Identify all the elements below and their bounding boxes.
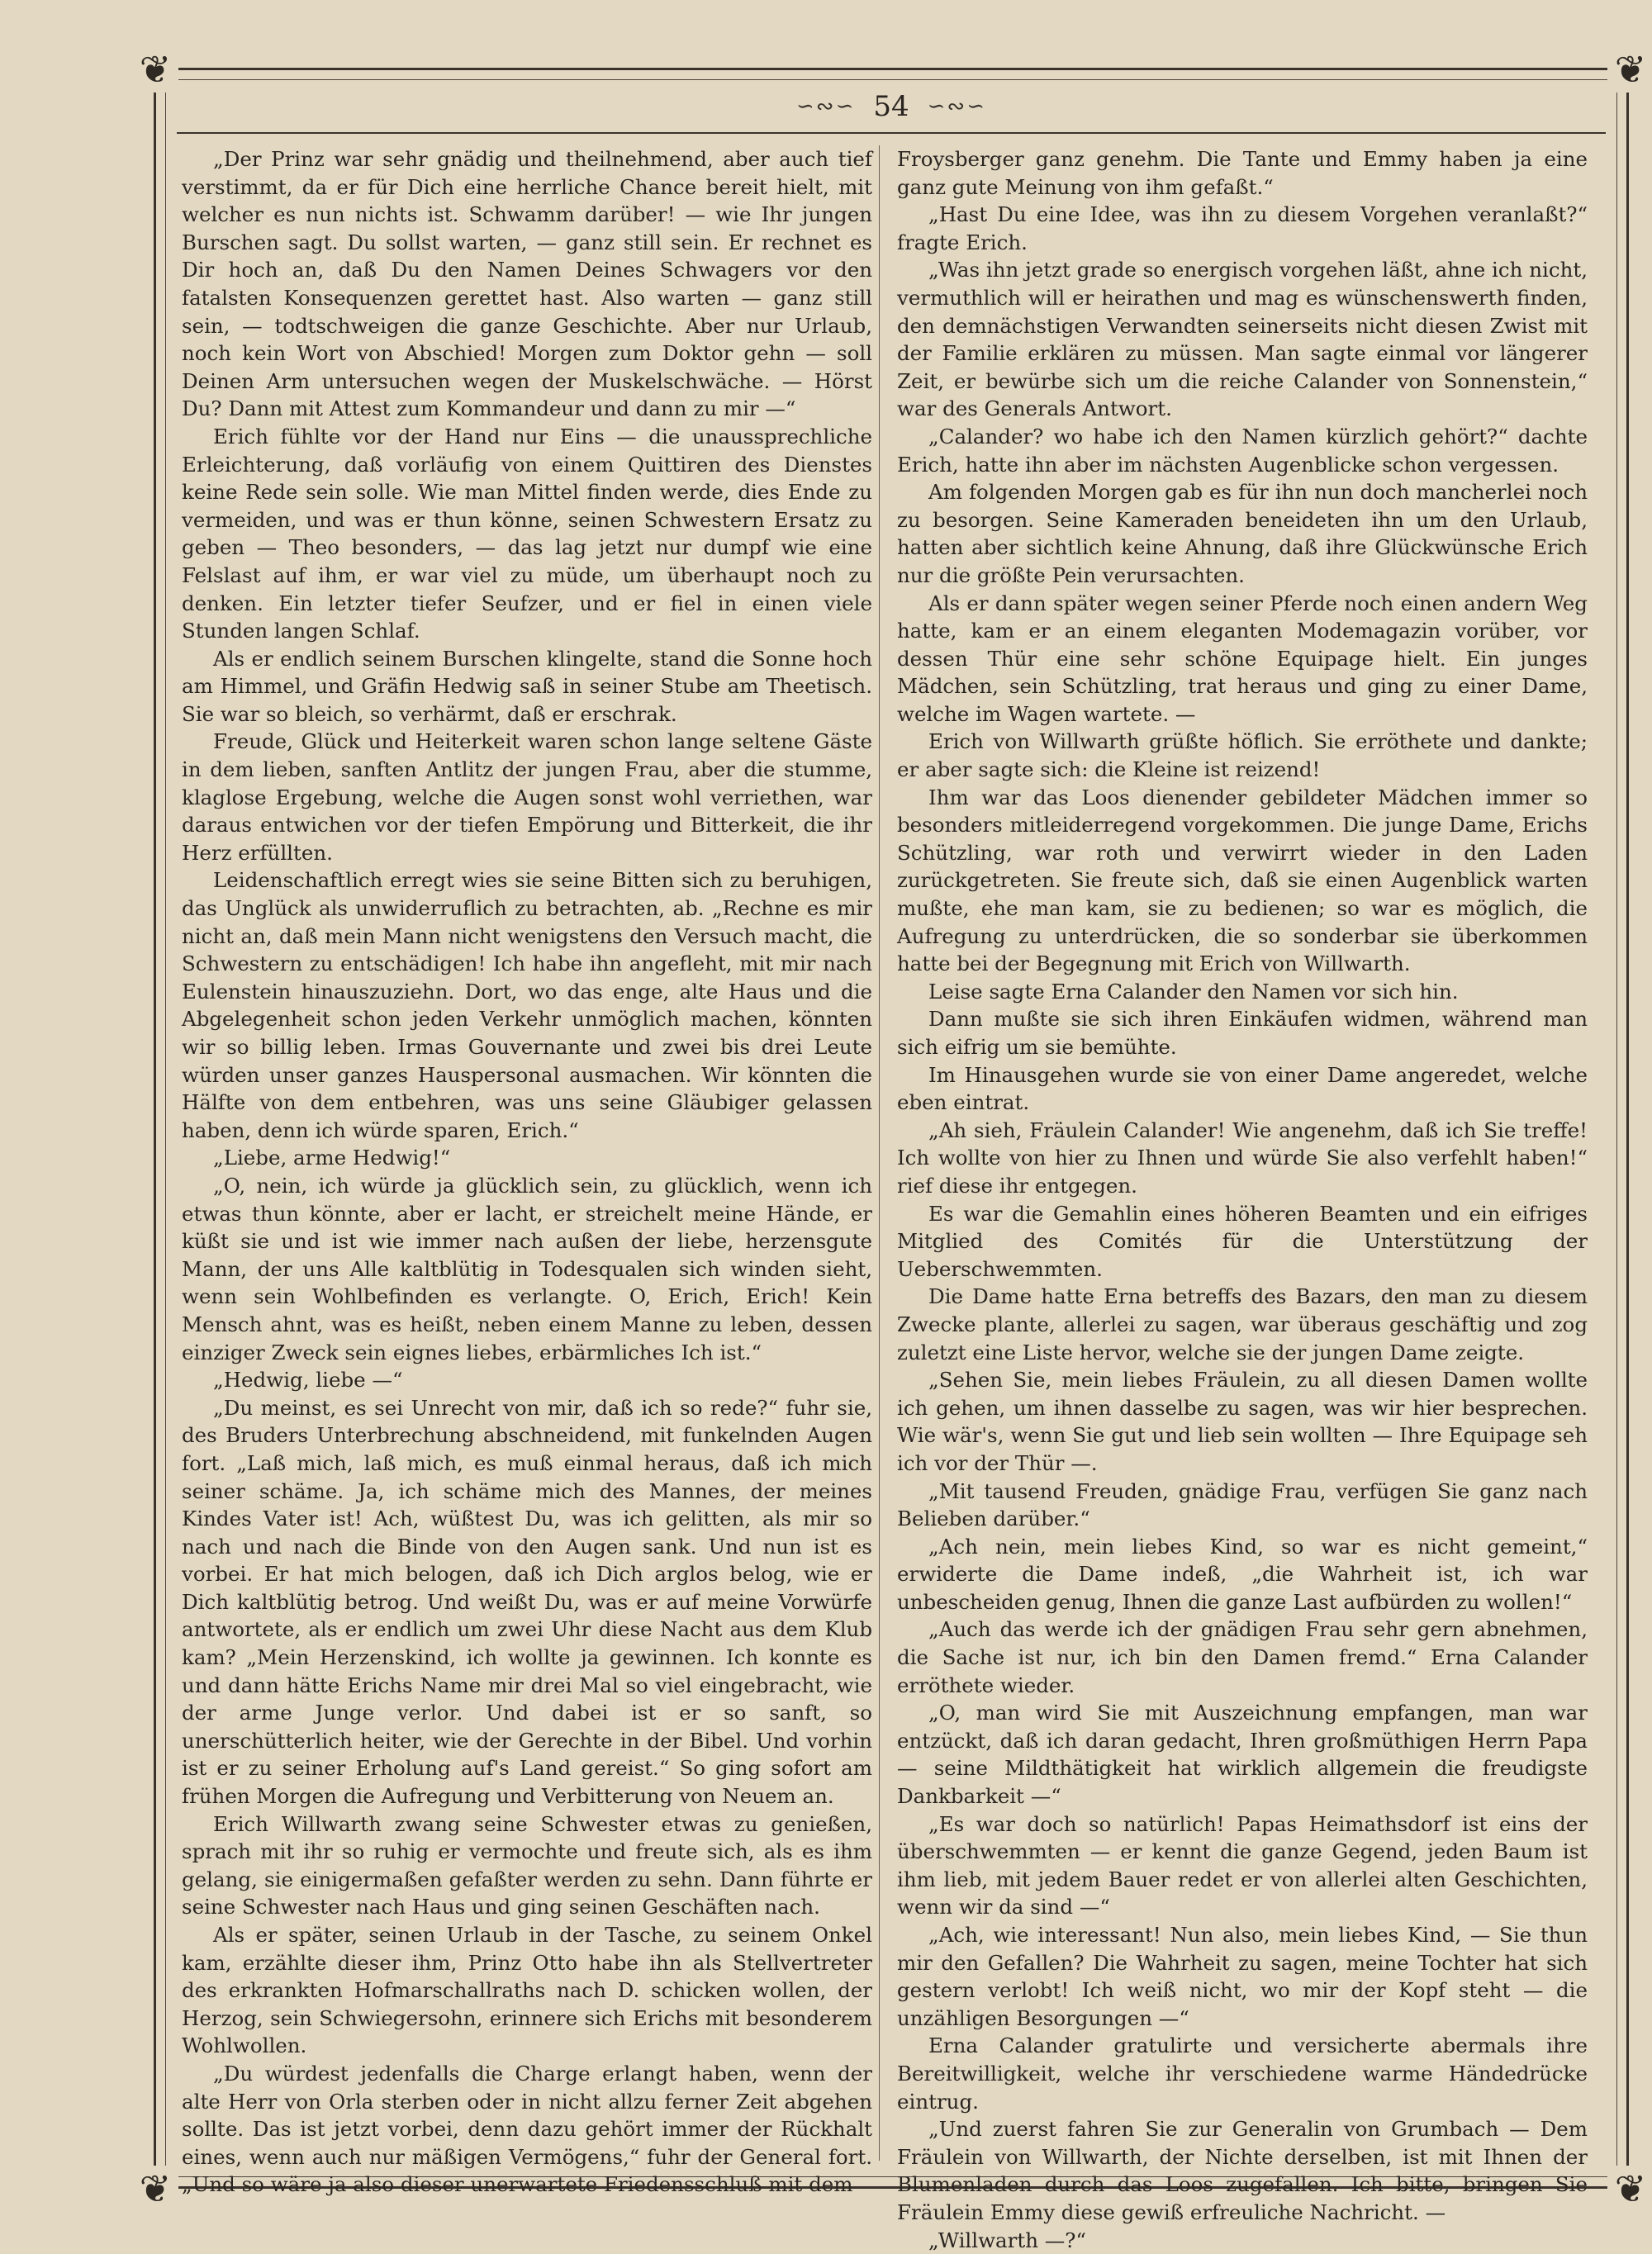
paragraph: Dann mußte sie sich ihren Einkäufen widmen, während man sich eifrig um sie bemühte. [897,1007,1588,1059]
paragraph: „Ah sieh, Fräulein Calander! Wie angenehm, daß ich Sie treffe! Ich wollte von hier zu Ihnen und würde Sie also verfehlt haben!“ rief diese ihr entgegen. [897,1118,1588,1198]
paragraph: „Du würdest jedenfalls die Charge erlangt haben, wenn der alte Herr von Orla sterben oder in nicht allzu ferner Zeit abgehen sollte. Das ist jetzt vorbei, denn dazu gehört immer der Rückhalt eines, wenn auch nur mäßigen Vermögens,“ fuhr der General fort. „Und so wäre ja also dieser unerwartete Friedensschluß mit dem [182,2061,872,2197]
paragraph: „Willwarth —?“ [928,2228,1086,2252]
paragraph: „Du meinst, es sei Unrecht von mir, daß ich so rede?“ fuhr sie, des Bruders Unterbrechung abschneidend, mit funkelnden Augen fort. „Laß mich, laß mich, es muß einmal heraus, daß ich mich seiner schäme. Ja, ich schäme mich des Mannes, der meines Kindes Vater ist! Ach, wüßtest Du, was ich gelitten, als mir so nach und nach die Binde von den Augen sank. Und nun ist es vorbei. Er hat mich belogen, daß ich Dich arglos belog, wie er Dich kaltblütig betrog. Und weißt Du, was er auf meine Vorwürfe antwortete, als er endlich um zwei Uhr diese Nacht aus dem Klub kam? „Mein Herzenskind, ich wollte ja gewinnen. Ich konnte es und dann hätte Erichs Name mir drei Mal so viel eingebracht, wie der arme Junge verlor. Und dabei ist er so sanft, so unerschütterlich heiter, wie der Gerechte in der Bibel. Und vorhin ist er zu seiner Erholung auf's Land gereist.“ So ging sofort am frühen Morgen die Aufregung und Verbitterung von Neuem an. [182,1395,872,1809]
paragraph: Leidenschaftlich erregt wies sie seine Bitten sich zu beruhigen, das Unglück als unwiderruflich zu betrachten, ab. „Rechne es mir nicht an, daß mein Mann nicht wenigstens den Versuch macht, die Schwestern zu entschädigen! Ich habe ihn angefleht, mit mir nach Eulenstein hinauszuziehn. Dort, wo das enge, alte Haus und die Abgelegenheit schon jeden Verkehr unmöglich machen, könnten wir so billig leben. Irmas Gouvernante und zwei bis drei Leute würden unser ganzes Hauspersonal ausmachen. Wir könnten die Hälfte von dem entbehren, was uns seine Gläubiger gelassen haben, denn ich würde sparen, Erich.“ [182,868,872,1142]
paragraph: „O, nein, ich würde ja glücklich sein, zu glücklich, wenn ich etwas thun könnte, aber er lacht, er streichelt meine Hände, er küßt sie und ist wie immer nach außen der liebe, herzensgute Mann, der uns Alle kaltblütig in Todesqualen sich winden sieht, wenn sein Wohlbefinden es verlangte. O, Erich, Erich! Kein Mensch ahnt, was es heißt, neben einem Manne zu leben, dessen einziger Zweck sein eignes liebes, erbärmliches Ich ist.“ [182,1173,872,1364]
corner-ornament-icon: ❦ [1607,2166,1652,2212]
paragraph: Es war die Gemahlin eines höheren Beamten und ein eifriges Mitglied des Comités für die Unterstützung der Ueberschwemmten. [897,1201,1588,1281]
paragraph: Froysberger ganz genehm. Die Tante und Emmy haben ja eine ganz gute Meinung von ihm gefaßt.“ [897,147,1588,199]
column-divider [879,145,880,2161]
page-header [165,86,1617,127]
swirl-ornament-icon: ∽∾∽ [927,94,986,119]
paragraph: Erna Calander gratulirte und versicherte abermals ihre Bereitwilligkeit, welche ihr verschiedene warme Händedrücke eintrug. [897,2033,1588,2114]
paragraph: „Calander? wo habe ich den Namen kürzlich gehört?“ dachte Erich, hatte ihn aber im nächsten Augenblicke schon vergessen. [897,424,1588,477]
paragraph: „Ach, wie interessant! Nun also, mein liebes Kind, — Sie thun mir den Gefallen? Die Wahrheit zu sagen, meine Tochter hat sich gestern verlobt! Ich weiß nicht, wo mir der Kopf steht — die unzähligen Besorgungen —“ [897,1923,1588,2030]
paragraph: „Der Prinz war sehr gnädig und theilnehmend, aber auch tief verstimmt, da er für Dich eine herrliche Chance bereit hielt, mit welcher es nun nichts ist. Schwamm darüber! — wie Ihr jungen Burschen sagt. Du sollst warten, — ganz still sein. Er rechnet es Dir hoch an, daß Du den Namen Deines Schwagers vor den fatalsten Konsequenzen gerettet hast. Also warten — ganz still sein, — todtschweigen die ganze Geschichte. Aber nur Urlaub, noch kein Wort von Abschied! Morgen zum Doktor gehn — soll Deinen Arm untersuchen wegen der Muskelschwäche. — Hörst Du? Dann mit Attest zum Kommandeur und dann zu mir —“ [182,147,872,421]
text-column-right [897,145,1588,2254]
text-column-left [182,145,872,2199]
paragraph: „Mit tausend Freuden, gnädige Frau, verfügen Sie ganz nach Belieben darüber.“ [897,1478,1588,1531]
paragraph: Erich von Willwarth grüßte höflich. Sie erröthete und dankte; er aber sagte sich: die Kleine ist reizend! [897,729,1588,782]
paragraph: „Es war doch so natürlich! Papas Heimathsdorf ist eins der überschwemmten — er kennt die ganze Gegend, jeden Baum ist ihm lieb, mit jedem Bauer redet er von allerlei alten Geschichten, wenn wir da sind —“ [897,1811,1588,1919]
paragraph: Leise sagte Erna Calander den Namen vor sich hin. [928,979,1459,1004]
paragraph: Als er endlich seinem Burschen klingelte, stand die Sonne hoch am Himmel, und Gräfin Hedwig saß in seiner Stube am Theetisch. Sie war so bleich, so verhärmt, daß er erschrak. [182,646,872,726]
paragraph: Ihm war das Loos dienender gebildeter Mädchen immer so besonders mitleiderregend vorgekommen. Die junge Dame, Erichs Schützling, war roth und verwirrt wieder in den Laden zurückgetreten. Sie freute sich, daß sie einen Augenblick warten mußte, ehe man kam, sie zu bedienen; so war es möglich, die Aufregung zu unterdrücken, die so sonderbar sie überkommen hatte bei der Begegnung mit Erich von Willwarth. [897,785,1588,976]
corner-ornament-icon: ❦ [132,2166,178,2212]
paragraph: „Was ihn jetzt grade so energisch vorgehen läßt, ahne ich nicht, vermuthlich will er heirathen und mag es wünschenswerth finden, den demnächstigen Verwandten seinerseits nicht diesen Zwist mit der Familie erklären zu müssen. Man sagte einmal vor längerer Zeit, er bewürbe sich um die reiche Calander von Sonnenstein,“ war des Generals Antwort. [897,258,1588,421]
swirl-ornament-icon: ∽∾∽ [796,94,856,119]
paragraph: Als er dann später wegen seiner Pferde noch einen andern Weg hatte, kam er an einem eleganten Modemagazin vorüber, vor dessen Thür eine sehr schöne Equipage hielt. Ein junges Mädchen, sein Schützling, trat heraus und ging zu einer Dame, welche im Wagen wartete. — [897,591,1588,726]
paragraph: Erich fühlte vor der Hand nur Eins — die unaussprechliche Erleichterung, daß vorläufig von einem Quittiren des Dienstes keine Rede sein solle. Wie man Mittel finden werde, dies Ende zu vermeiden, und was er thun könne, seinen Schwestern Ersatz zu geben — Theo besonders, — das lag jetzt nur dumpf wie eine Felslast auf ihm, er war viel zu müde, um überhaupt noch zu denken. Ein letzter tiefer Seufzer, und er fiel in einen viele Stunden langen Schlaf. [182,424,872,643]
paragraph: „O, man wird Sie mit Auszeichnung empfangen, man war entzückt, daß ich daran gedacht, Ihren großmüthigen Herrn Papa — seine Mildthätigkeit hat wirklich allgemein die freudigste Dankbarkeit —“ [897,1701,1588,1809]
paragraph: „Hedwig, liebe —“ [213,1368,403,1393]
corner-ornament-icon: ❦ [1607,46,1652,93]
paragraph: Die Dame hatte Erna betreffs des Bazars, den man zu diesem Zwecke plante, allerlei zu sagen, war überaus geschäftig und zog zuletzt eine Liste hervor, welche sie der jungen Dame zeigte. [897,1284,1588,1364]
paragraph: „Sehen Sie, mein liebes Fräulein, zu all diesen Damen wollte ich gehen, um ihnen dasselbe zu sagen, was wir hier besprechen. Wie wär's, wenn Sie gut und lieb sein wollten — Ihre Equipage seh ich vor der Thür —. [897,1368,1588,1475]
paragraph: Im Hinausgehen wurde sie von einer Dame angeredet, welche eben eintrat. [897,1062,1588,1115]
page-number: 54 [873,90,909,123]
paragraph: Am folgenden Morgen gab es für ihn nun doch mancherlei noch zu besorgen. Seine Kameraden beneideten ihn um den Urlaub, hatten aber sichtlich keine Ahnung, daß ihre Glückwünsche Erich nur die größte Pein verursachten. [897,480,1588,587]
header-rule [177,132,1606,134]
paragraph: Freude, Glück und Heiterkeit waren schon lange seltene Gäste in dem lieben, sanften Antlitz der jungen Frau, aber die stumme, klaglose Ergebung, welche die Augen sonst wohl verriethen, war daraus entwichen vor der tiefen Empörung und Bitterkeit, die ihr Herz erfüllten. [182,729,872,865]
paragraph: „Und zuerst fahren Sie zur Generalin von Grumbach — Dem Fräulein von Willwarth, der Nichte derselben, ist mit Ihnen der Blumenladen durch das Loos zugefallen. Ich bitte, bringen Sie Fräulein Emmy diese gewiß erfreuliche Nachricht. — [897,2117,1588,2224]
paragraph: Erich Willwarth zwang seine Schwester etwas zu genießen, sprach mit ihr so ruhig er vermochte und freute sich, als es ihm gelang, sie einigermaßen gefaßter werden zu sehn. Dann führte er seine Schwester nach Haus und ging seinen Geschäften nach. [182,1811,872,1919]
paragraph: „Ach nein, mein liebes Kind, so war es nicht gemeint,“ erwiderte die Dame indeß, „die Wahrheit ist, ich war unbescheiden genug, Ihnen die ganze Last aufbürden zu wollen!“ [897,1534,1588,1614]
paragraph: „Auch das werde ich der gnädigen Frau sehr gern abnehmen, die Sache ist nur, ich bin den Damen fremd.“ Erna Calander erröthete wieder. [897,1617,1588,1697]
paragraph: „Liebe, arme Hedwig!“ [213,1146,451,1170]
paragraph: Als er später, seinen Urlaub in der Tasche, zu seinem Onkel kam, erzählte dieser ihm, Prinz Otto habe ihn als Stellvertreter des erkrankten Hofmarschallraths nach D. schicken wollen, der Herzog, sein Schwiegersohn, erinnere sich Erichs mit besonderem Wohlwollen. [182,1923,872,2058]
paragraph: „Hast Du eine Idee, was ihn zu diesem Vorgehen veranlaßt?“ fragte Erich. [897,202,1588,254]
corner-ornament-icon: ❦ [132,46,178,93]
